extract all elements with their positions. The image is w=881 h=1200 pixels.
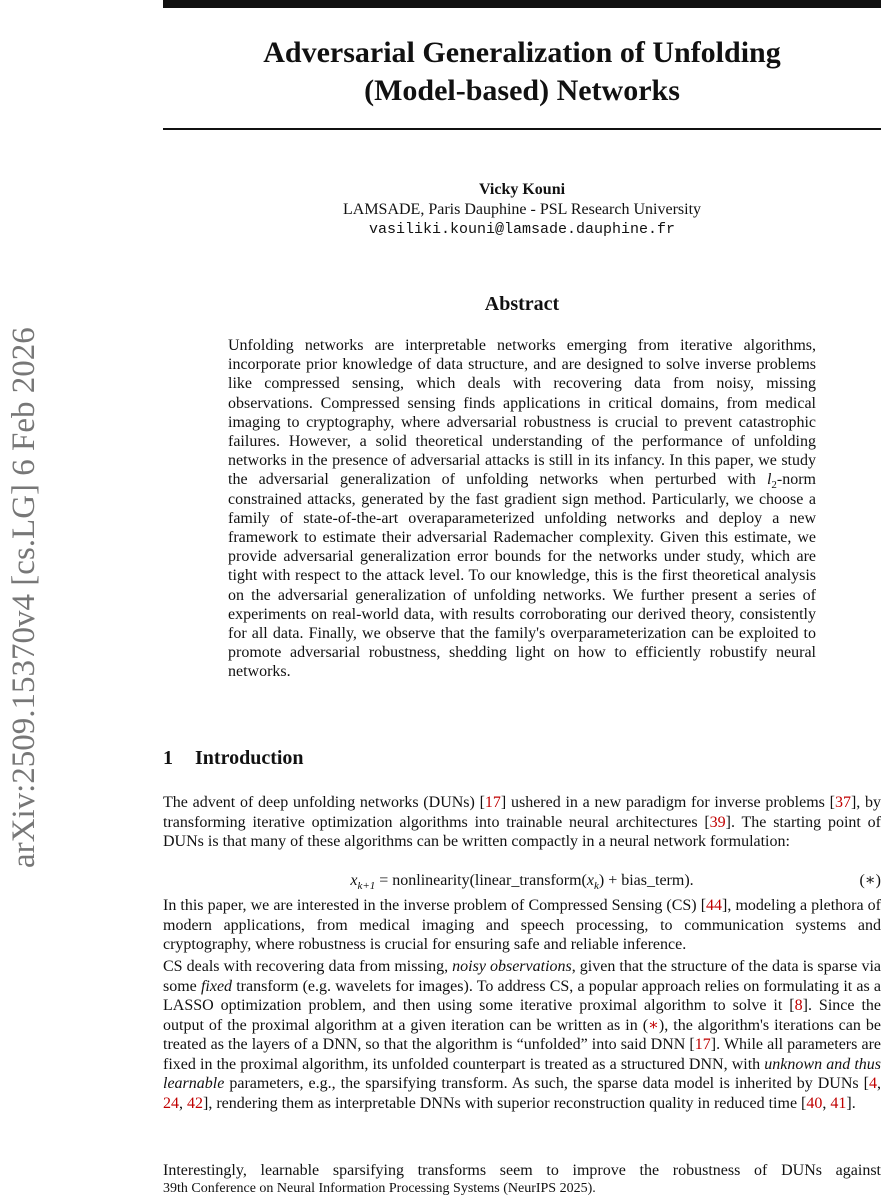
author-name: Vicky Kouni: [478, 181, 566, 198]
citation-link[interactable]: 4: [869, 1075, 877, 1092]
author-block: [163, 180, 881, 240]
citation-link[interactable]: 39: [709, 813, 726, 831]
intro-paragraph-1: The advent of deep unfolding networks (DUNs) [17] ushered in a new paradigm for inverse problems [37], by transforming iterative optimization algorithms into trainable neural architectures [39]. The starting point of DUNs is that many of these algorithms can be written compactly in a neural network formulation:: [163, 794, 881, 850]
conference-footer: 39th Conference on Neural Information Processing Systems (NeurIPS 2025).: [163, 1181, 596, 1196]
citation-link[interactable]: 24: [163, 1094, 179, 1112]
intro-paragraph-2: In this paper, we are interested in the inverse problem of Compressed Sensing (CS) [44], modeling a plethora of modern applications, from medical imaging and speech processing, to communication systems and cryptography, where robustness is crucial for ensuring safe and reliable inference.: [163, 897, 881, 953]
intro-paragraph-3: CS deals with recovering data from missing, noisy observations, given that the structure of the data is sparse via some fixed transform (e.g. wavelets for images). To address CS, a popular approach relies on formulating it as a LASSO optimization problem, and then using some iterative proximal algorithm to solve it [8]. Since the output of the proximal algorithm at a given iteration can be written as in (∗), the algorithm's iterations can be treated as the layers of a DNN, so that the algorithm is “unfolded” into said DNN [17]. While all parameters are fixed in the proximal algorithm, its unfolded counterpart is treated as a structured DNN, with unknown and thus learnable parameters, e.g., the sparsifying transform. As such, the sparse data model is inherited by DUNs [4, 24, 42], rendering them as interpretable DNNs with superior reconstruction quality in reduced time [40, 41].: [163, 958, 881, 1112]
norm-symbol: l: [766, 471, 772, 489]
equation-star: [163, 871, 881, 891]
title-rule: [163, 128, 881, 130]
equation-tag: (∗): [859, 872, 881, 889]
author-email: vasiliki.kouni@lamsade.dauphine.fr: [368, 221, 676, 238]
citation-link[interactable]: 8: [794, 997, 803, 1014]
citation-link[interactable]: 41: [830, 1094, 847, 1112]
title-line-2: (Model-based) Networks: [364, 74, 680, 107]
citation-link[interactable]: 37: [834, 794, 851, 811]
section-title: Introduction: [195, 747, 304, 769]
abstract-text: Unfolding networks are interpretable networks emerging from iterative algorithms, incorporate prior knowledge of data structure, and are designed to solve inverse problems like compressed sensing, which deals with recovering data from noisy, missing observations. Compressed sensing finds applications in critical domains, from medical imaging to cryptography, where adversarial robustness is crucial to prevent catastrophic failures. However, a solid theoretical understanding of the performance of unfolding networks in the presence of adversarial attacks is still in its infancy. In this paper, we study the adversarial generalization of unfolding networks when perturbed with $l_2$-norm constrained attacks, generated by the fast gradient sign method. Particularly, we choose a family of state-of-the-art overaparameterized unfolding networks and deploy a new framework to estimate their adversarial Rademacher complexity. Given this estimate, we provide adversarial generalization error bounds for the networks under study, which are tight with respect to the attack level. To our knowledge, this is the first theoretical analysis on the adversarial generalization of unfolding networks. We further present a series of experiments on real-world data, with results corroborating our derived theory, consistently for all data. Finally, we observe that the family's overparameterization can be exploited to promote adversarial robustness, shedding light on how to efficiently robustify neural networks.: [228, 337, 816, 681]
citation-link[interactable]: 17: [484, 794, 501, 811]
abstract-heading: Abstract: [484, 293, 560, 315]
section-heading: [163, 745, 304, 771]
paper-title: [163, 34, 881, 110]
top-rule: [163, 0, 881, 8]
intro-paragraph-4: Interestingly, learnable sparsifying transforms seem to improve the robustness of DUNs against: [163, 1162, 881, 1179]
citation-link[interactable]: 44: [706, 897, 723, 914]
author-affiliation: LAMSADE, Paris Dauphine - PSL Research University: [342, 201, 702, 218]
equation-ref-link[interactable]: ∗: [648, 1016, 659, 1034]
citation-link[interactable]: 40: [806, 1094, 823, 1112]
equation-body: $x_{k+1}$ = $nonlinearity(linear\_transform(x_k)$ + bias_term).: [350, 872, 694, 893]
citation-link[interactable]: 17: [694, 1036, 711, 1053]
section-number: 1: [163, 747, 173, 769]
title-line-1: Adversarial Generalization of Unfolding: [263, 36, 781, 69]
arxiv-identifier: arXiv:2509.15370v4 [cs.LG] 6 Feb 2026: [6, 327, 42, 868]
citation-link[interactable]: 42: [187, 1094, 203, 1112]
